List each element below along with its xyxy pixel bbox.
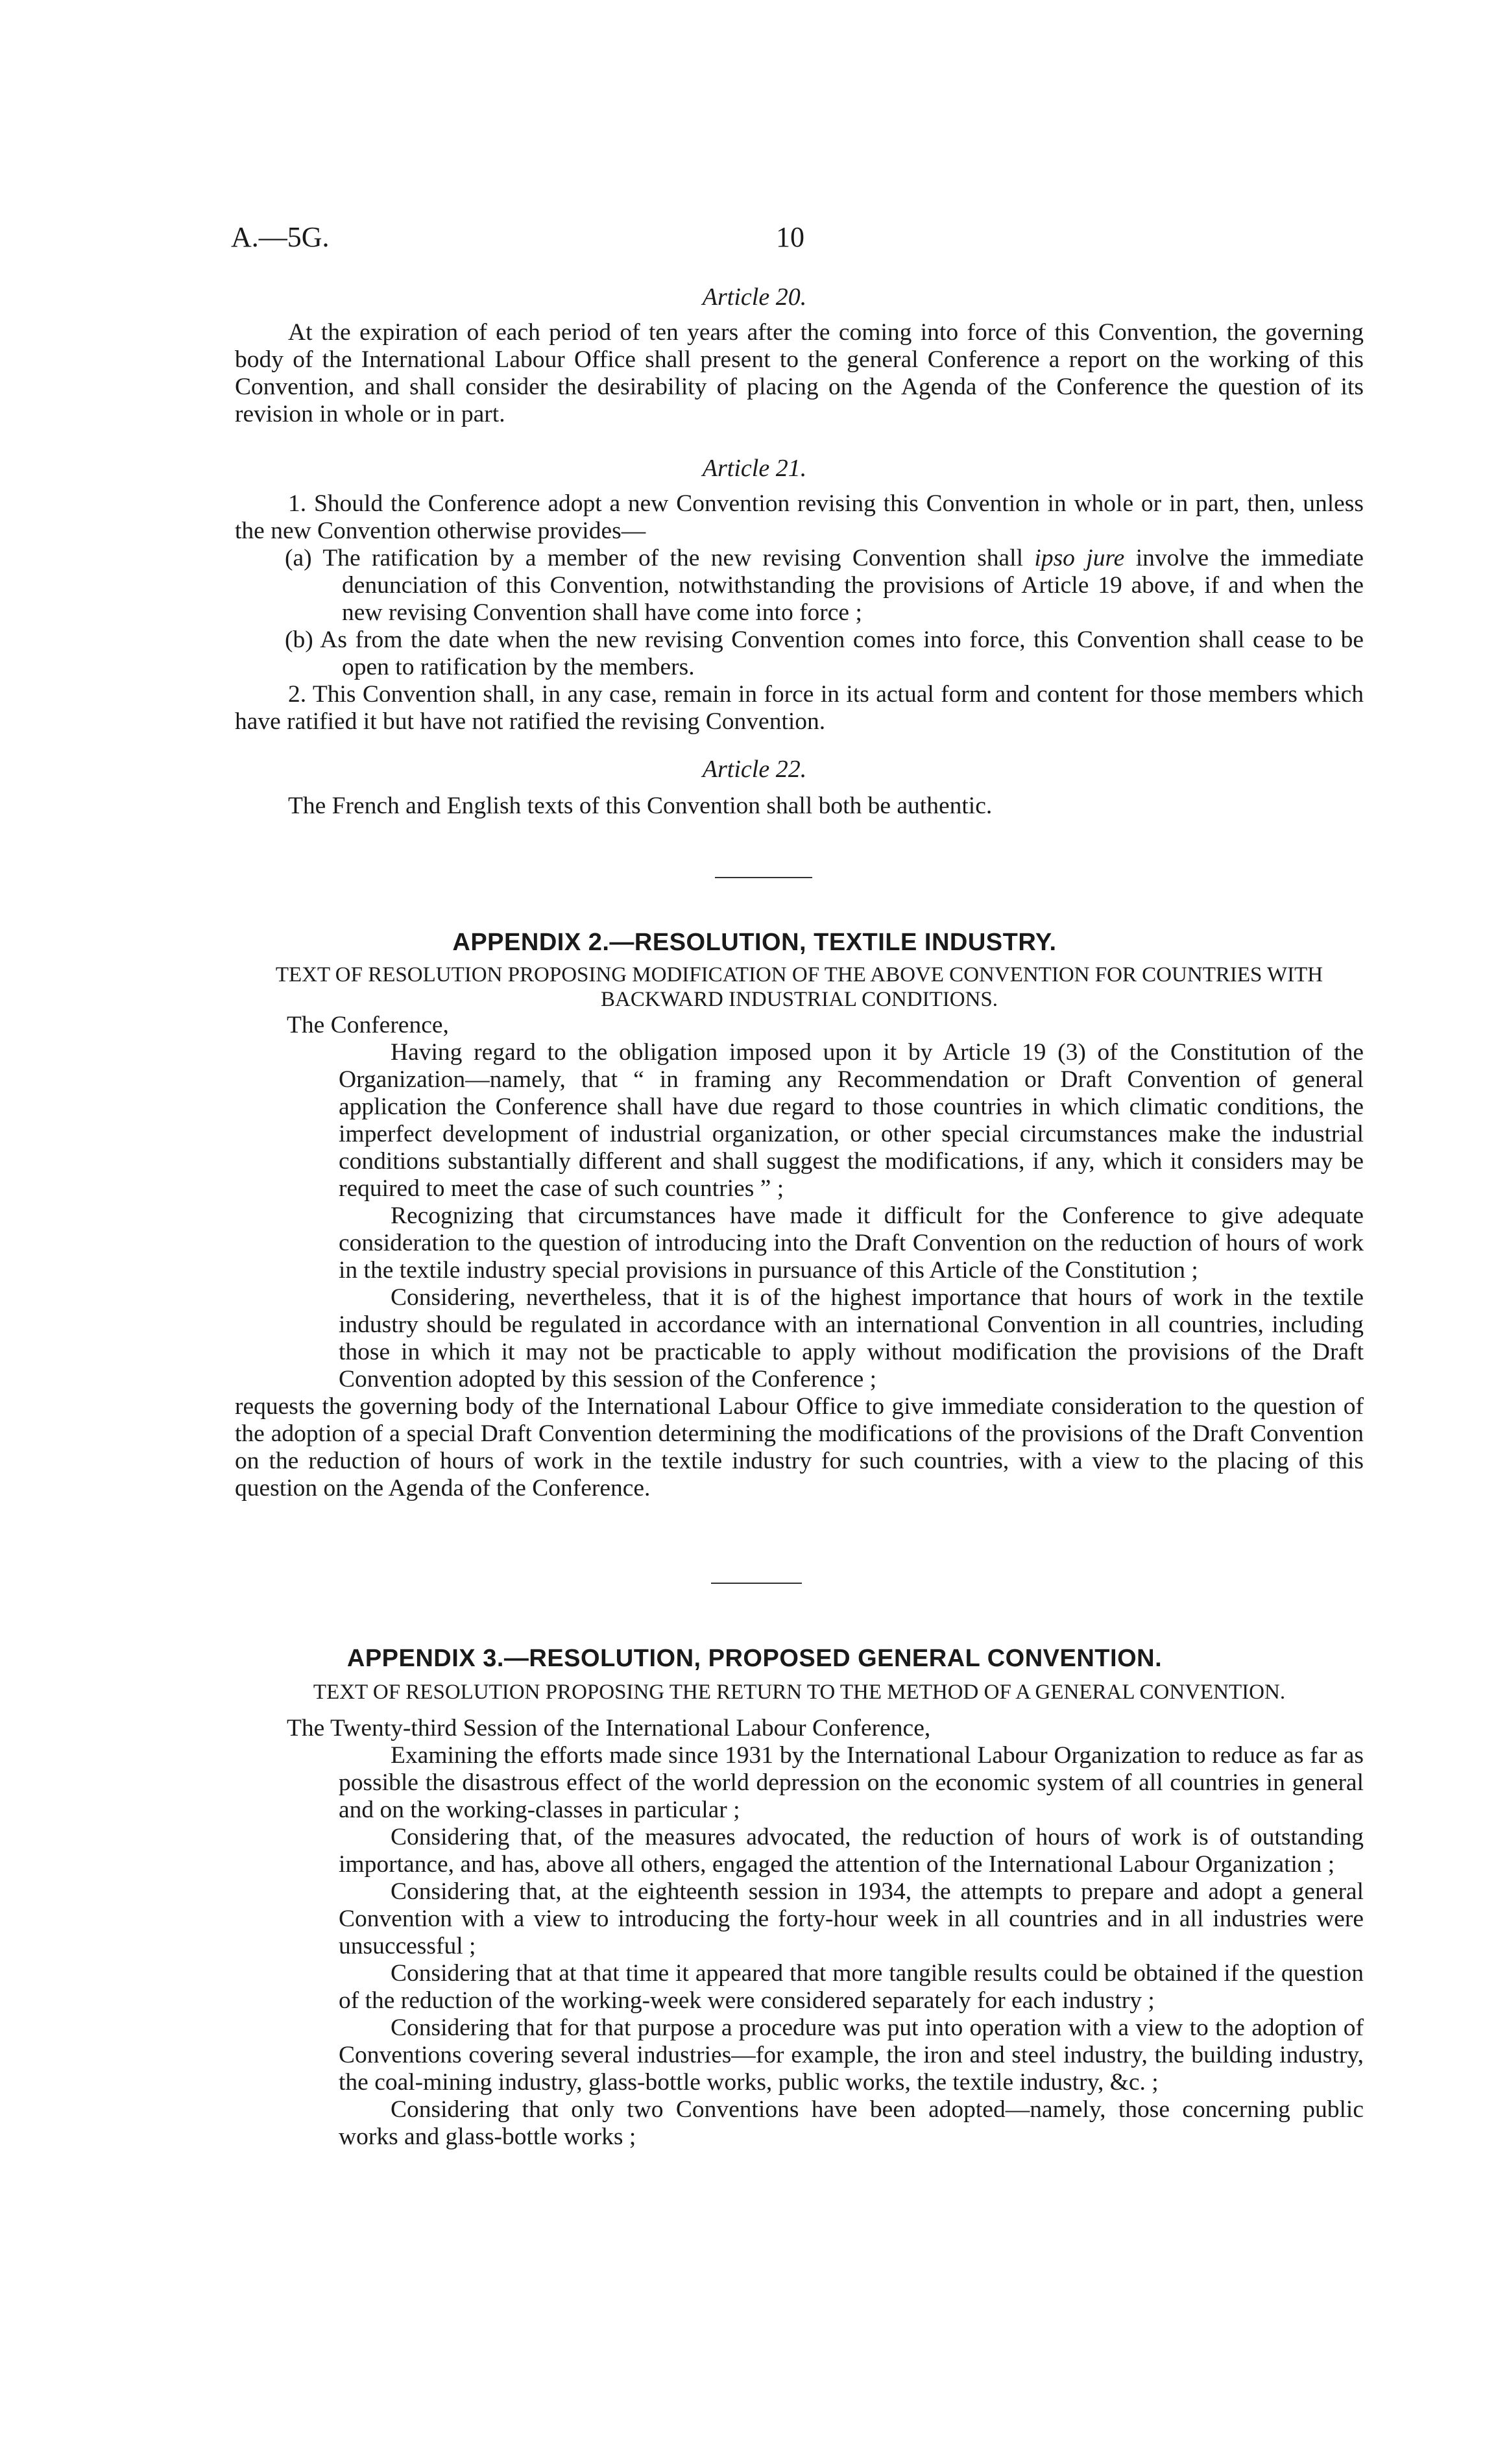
appendix-3-title: APPENDIX 3.—RESOLUTION, PROPOSED GENERAL CONVENTION. bbox=[346, 1645, 1163, 1672]
appendix-2-title: APPENDIX 2.—RESOLUTION, TEXTILE INDUSTRY. bbox=[452, 929, 1057, 956]
article-21-para-1: 1. Should the Conference adopt a new Convention revising this Convention in whole or in part, then, unless the new Convention otherwise provides— bbox=[235, 490, 1364, 544]
article-20-heading: Article 20. bbox=[702, 283, 807, 311]
appendix-3-para-5: Considering that for that purpose a procedure was put into operation with a view to the adoption of Conventions covering several industries—for example, the iron and steel industry, the building industry, the coal-mining industry, glass-bottle works, public works, the textile industry, &c. ; bbox=[339, 2015, 1364, 2096]
section-divider-2 bbox=[711, 1583, 802, 1584]
document-reference: A.—5G. bbox=[231, 221, 330, 253]
section-divider bbox=[715, 877, 812, 878]
article-21-para-2: 2. This Convention shall, in any case, remain in force in its actual form and content for those members which have ratified it but have not ratified the revising Convention. bbox=[235, 681, 1364, 735]
appendix-2-opening: The Conference, bbox=[287, 1012, 449, 1038]
clause-a-text-2: involve the immediate denunciation of this Convention, notwithstanding the provisions of Article 19 above, if and when the new revising Convention shall have come into force ; bbox=[342, 545, 1364, 626]
article-22-text: The French and English texts of this Convention shall both be authentic. bbox=[288, 793, 993, 819]
appendix-3-body bbox=[235, 1715, 1364, 2151]
article-21-clause-b bbox=[235, 627, 1364, 681]
clause-b-text: As from the date when the new revising Convention comes into force, this Convention shall cease to be open to ratification by the members. bbox=[320, 627, 1364, 680]
clause-a-italic: ipso jure bbox=[1034, 545, 1125, 571]
article-22-heading: Article 22. bbox=[702, 756, 807, 783]
article-21-heading: Article 21. bbox=[702, 455, 807, 482]
appendix-3-para-6: Considering that only two Conventions have been adopted—namely, those concerning public works and glass-bottle works ; bbox=[339, 2096, 1364, 2150]
appendix-2-para-2: Recognizing that circumstances have made it difficult for the Conference to give adequate consideration to the question of introducing into the Draft Convention on the reduction of hours of work in the textile industry special provisions in pursuance of this Article of the Constitution ; bbox=[339, 1202, 1364, 1284]
article-22-body bbox=[235, 793, 1364, 820]
appendix-2-para-1: Having regard to the obligation imposed upon it by Article 19 (3) of the Constitution of the Organization—namely, that “ in framing any Recommendation or Draft Convention of general application the Conference shall have due regard to those countries in which climatic conditions, the imperfect development of industrial organization, or other special circumstances make the industrial conditions substantially different and shall suggest the modifications, if any, which it considers may be required to meet the case of such countries ” ; bbox=[339, 1039, 1364, 1202]
clause-a-label: (a) bbox=[285, 545, 312, 571]
appendix-2-closing: requests the governing body of the International Labour Office to give immediate consideration to the question of the adoption of a special Draft Convention determining the modifications of the provisions of the Draft Convention on the reduction of hours of work in the textile industry for such countries, with a view to the placing of this question on the Agenda of the Conference. bbox=[235, 1393, 1364, 1501]
page-number: 10 bbox=[776, 221, 804, 253]
appendix-3-opening: The Twenty-third Session of the International Labour Conference, bbox=[287, 1715, 931, 1741]
appendix-3-para-3: Considering that, at the eighteenth session in 1934, the attempts to prepare and adopt a general Convention with a view to introducing the forty-hour week in all countries and in all industries were unsuccessful ; bbox=[339, 1878, 1364, 1959]
appendix-2-body bbox=[235, 1012, 1364, 1502]
article-20-body bbox=[235, 319, 1364, 428]
article-20-text: At the expiration of each period of ten years after the coming into force of this Convention, the governing body of the International Labour Office shall present to the general Conference a report on the working of this Convention, and shall consider the desirability of placing on the Agenda of the Conference the question of its revision in whole or in part. bbox=[235, 319, 1364, 427]
article-21-clause-a bbox=[235, 545, 1364, 627]
article-21-body bbox=[235, 490, 1364, 736]
appendix-3-para-4: Considering that at that time it appeared that more tangible results could be obtained if the question of the reduction of the working-week were considered separately for each industry ; bbox=[339, 1960, 1364, 2014]
clause-a-text-1: The ratification by a member of the new revising Convention shall bbox=[322, 545, 1024, 571]
clause-b-label: (b) bbox=[285, 627, 313, 653]
appendix-3-para-2: Considering that, of the measures advocated, the reduction of hours of work is of outstanding importance, and has, above all others, engaged the attention of the International Labour Organization ; bbox=[339, 1824, 1364, 1878]
appendix-2-subtitle: TEXT OF RESOLUTION PROPOSING MODIFICATION OF THE ABOVE CONVENTION FOR COUNTRIES WITH BACKWARD INDUSTRIAL CONDITIONS. bbox=[275, 963, 1323, 1011]
appendix-3-subtitle: TEXT OF RESOLUTION PROPOSING THE RETURN TO THE METHOD OF A GENERAL CONVENTION. bbox=[313, 1681, 1286, 1704]
appendix-2-para-3: Considering, nevertheless, that it is of the highest importance that hours of work in the textile industry should be regulated in accordance with an international Convention in all countries, including those in which it may not be practicable to apply without modification the provisions of the Draft Convention adopted by this session of the Conference ; bbox=[339, 1284, 1364, 1393]
appendix-3-para-1: Examining the efforts made since 1931 by the International Labour Organization to reduce as far as possible the disastrous effect of the world depression on the economic system of all countries in general and on the working-classes in particular ; bbox=[339, 1742, 1364, 1823]
